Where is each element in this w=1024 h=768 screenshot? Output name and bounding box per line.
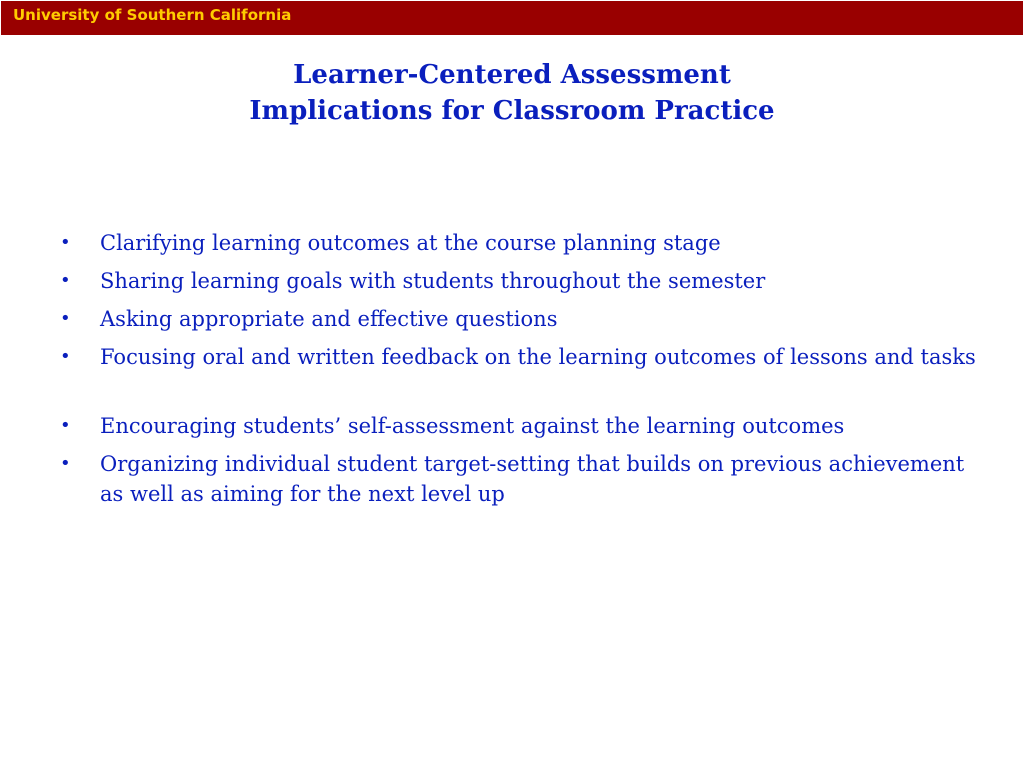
university-banner (1, 1, 1023, 35)
bullet-text: Sharing learning goals with students throughout the semester (100, 269, 766, 293)
bullet-list (60, 228, 980, 517)
slide-title (0, 57, 1024, 129)
bullet-item (60, 342, 980, 372)
bullet-item (60, 304, 980, 334)
bullet-text: Organizing individual student target-setting that builds on previous achievement as well as aiming for the next level up (100, 452, 965, 506)
bullet-text: Clarifying learning outcomes at the course planning stage (100, 231, 721, 255)
bullet-icon: • (60, 415, 71, 436)
bullet-icon: • (60, 270, 71, 291)
bullet-icon: • (60, 308, 71, 329)
bullet-item (60, 266, 980, 296)
bullet-item (60, 228, 980, 258)
bullet-icon: • (60, 232, 71, 253)
bullet-text: Asking appropriate and effective questions (100, 307, 558, 331)
bullet-text: Focusing oral and written feedback on the learning outcomes of lessons and tasks (100, 345, 976, 369)
bullet-icon: • (60, 453, 71, 474)
title-line-2: Implications for Classroom Practice (249, 96, 775, 126)
bullet-text: Encouraging students’ self-assessment against the learning outcomes (100, 414, 845, 438)
university-name: University of Southern California (13, 6, 292, 24)
bullet-item (60, 449, 980, 509)
bullet-icon: • (60, 346, 71, 367)
bullet-item (60, 411, 980, 441)
title-line-1: Learner-Centered Assessment (293, 60, 731, 90)
